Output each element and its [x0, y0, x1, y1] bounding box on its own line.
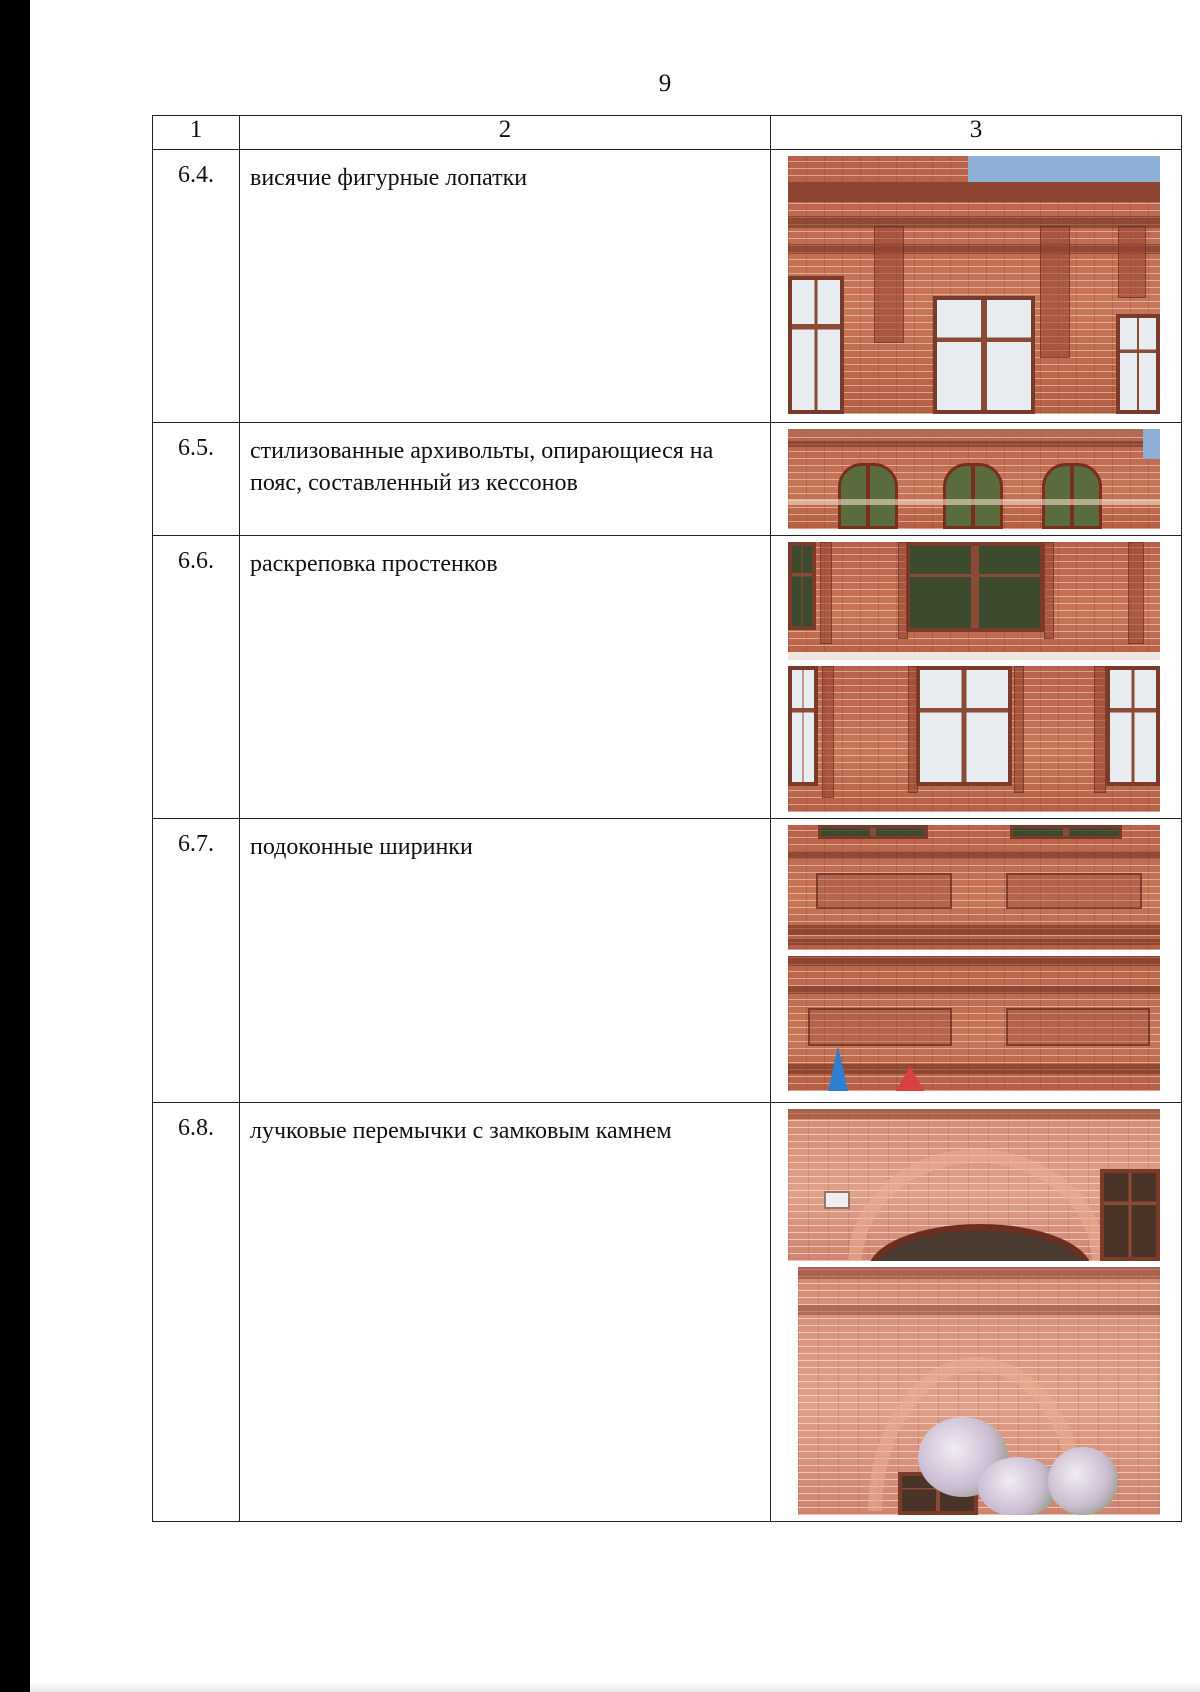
row-description: подоконные ширинки [250, 834, 473, 860]
row-description-cell [240, 1103, 771, 1522]
photo-under-window-panels-2 [788, 956, 1160, 1091]
scan-bottom-edge [30, 1682, 1200, 1692]
table-header-row [153, 116, 1182, 150]
row-number-cell [153, 423, 240, 536]
header-col-3: 3 [771, 116, 1182, 150]
row-number: 6.5. [178, 435, 214, 461]
row-description: лучковые перемычки с замковым камнем [250, 1118, 672, 1144]
table-row [153, 536, 1182, 819]
row-image-cell [771, 150, 1182, 423]
facade-elements-table [152, 115, 1182, 1522]
row-image-cell [771, 423, 1182, 536]
photo-segmental-lintel-1 [788, 1109, 1160, 1261]
header-col-2: 2 [240, 116, 771, 150]
row-image-cell [771, 536, 1182, 819]
row-description-cell [240, 536, 771, 819]
table-row [153, 819, 1182, 1103]
photo-hanging-pilasters [788, 156, 1160, 414]
row-description-cell [240, 150, 771, 423]
row-number: 6.8. [178, 1115, 214, 1141]
row-description: стилизованные архивольты, опирающиеся на пояс, составленный из кессонов [250, 438, 714, 496]
table-row [153, 423, 1182, 536]
row-description: раскреповка простенков [250, 551, 498, 577]
row-number: 6.7. [178, 831, 214, 857]
row-number-cell [153, 536, 240, 819]
photo-archivolts [788, 429, 1160, 529]
row-description: висячие фигурные лопатки [250, 165, 528, 191]
row-number: 6.6. [178, 548, 214, 574]
photo-segmental-lintel-2 [798, 1267, 1160, 1515]
row-number-cell [153, 150, 240, 423]
page-number: 9 [658, 70, 672, 97]
row-image-cell [771, 1103, 1182, 1522]
photo-pier-offsets-2 [788, 666, 1160, 812]
row-number-cell [153, 819, 240, 1103]
row-description-cell [240, 819, 771, 1103]
photo-under-window-panels-1 [788, 825, 1160, 950]
header-col-1: 1 [153, 116, 240, 150]
row-number: 6.4. [178, 162, 214, 188]
row-number-cell [153, 1103, 240, 1522]
table-row [153, 150, 1182, 423]
scan-edge [0, 0, 30, 1692]
row-image-cell [771, 819, 1182, 1103]
table-row [153, 1103, 1182, 1522]
photo-pier-offsets-1 [788, 542, 1160, 660]
row-description-cell [240, 423, 771, 536]
